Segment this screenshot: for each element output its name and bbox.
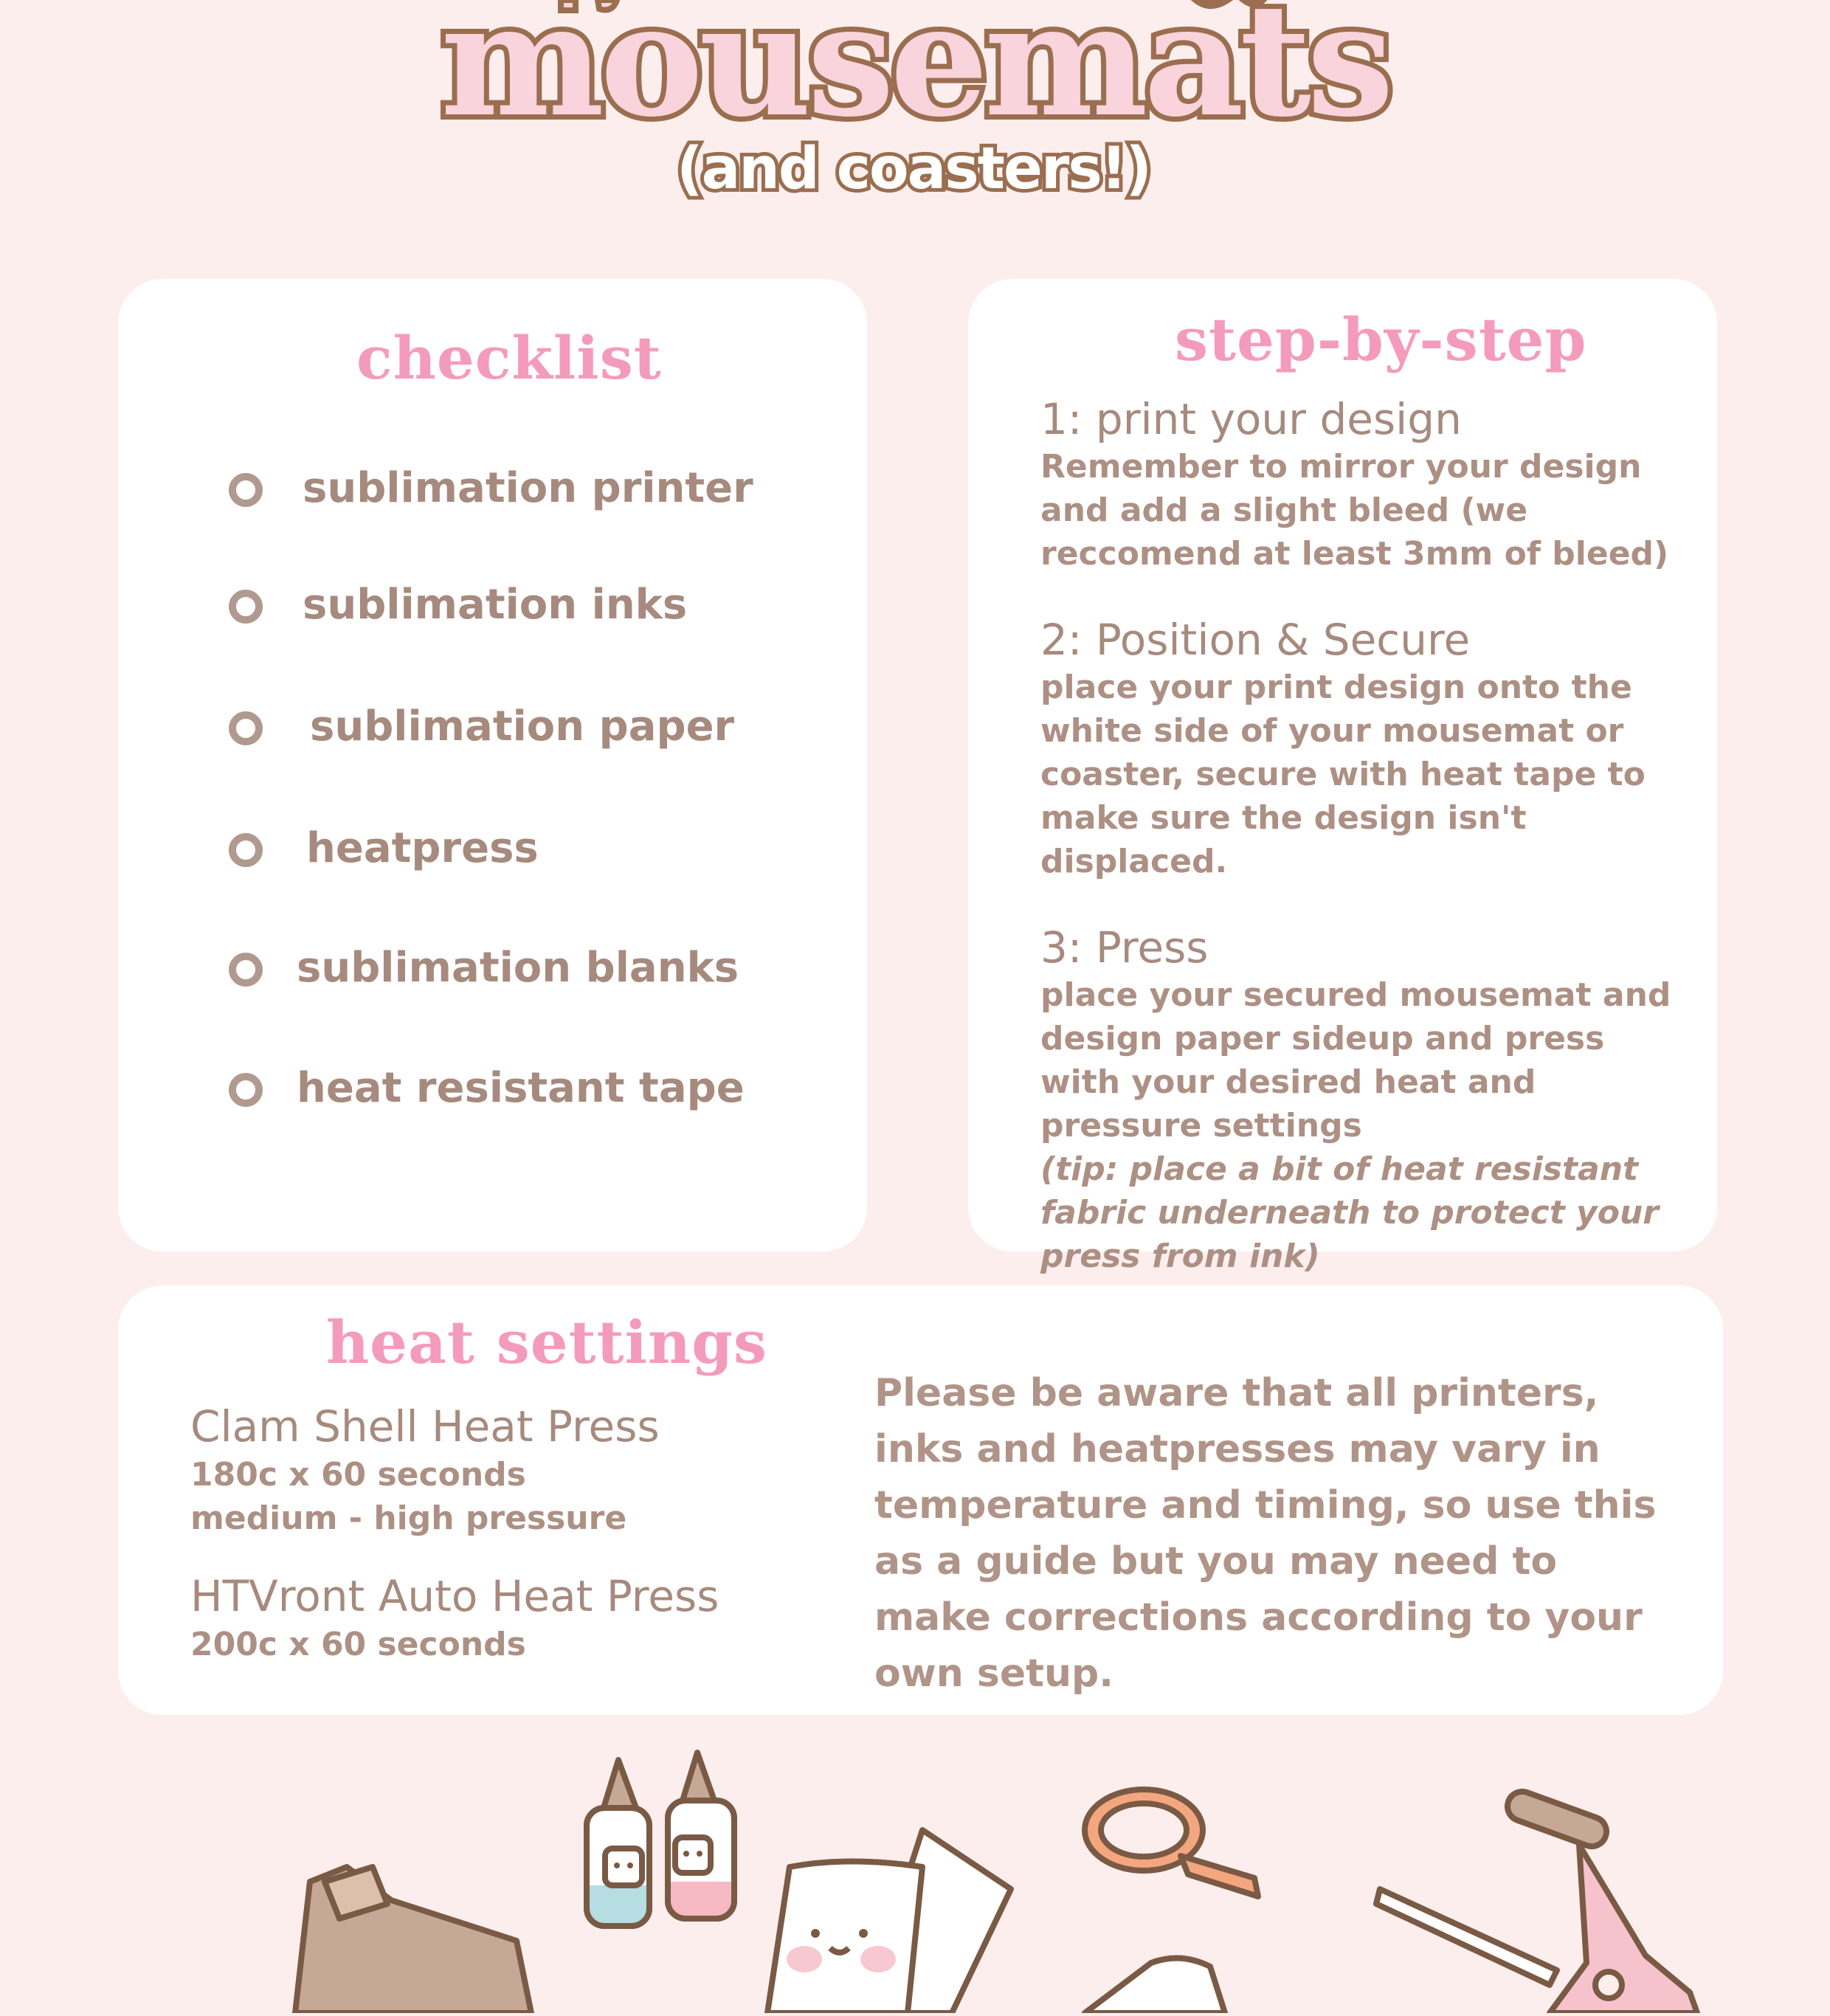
heat-settings-note: Please be aware that all printers, inks and heatpresses may vary in temperature and timing, so use this as a guide but you may need to make corrections according to your own setup. [874,1371,1657,1696]
checkbox-icon[interactable] [229,1073,263,1107]
printer-icon [295,1867,531,2013]
checkbox-icon[interactable] [229,833,263,867]
press-pressure: medium - high pressure [190,1499,627,1537]
checklist-card [118,279,867,1252]
press-time: 180c x 60 seconds [190,1456,526,1494]
illustration-strip [0,1734,1830,2013]
steps-list [1040,393,1682,1316]
checkbox-icon[interactable] [229,590,263,624]
press-name: HTVront Auto Heat Press [190,1571,719,1621]
page-title: mousemats [440,0,1390,151]
press-clam-shell [190,1400,854,1540]
step-body: place your secured mousemat and design paper sideup and press with your desired heat and pressure settings [1040,976,1671,1145]
checklist-item-label: sublimation blanks [297,944,739,992]
steps-title: step-by-step [1175,305,1587,374]
heat-settings-title: heat settings [326,1308,768,1377]
checklist-list [229,464,819,1205]
checklist-item-label: sublimation inks [303,581,688,629]
step-heading: 1: print your design [1040,394,1462,444]
press-time: 200c x 60 seconds [190,1626,526,1663]
checklist-item-label: heatpress [306,824,539,872]
header [0,0,1830,221]
supplies-illustration [0,1734,1830,2013]
checklist-title: checklist [356,323,662,393]
checkbox-icon[interactable] [229,953,263,987]
steps-card [968,279,1717,1275]
checkbox-icon[interactable] [229,473,263,507]
step-3 [1040,922,1682,1278]
heat-tape-icon [1085,1789,1258,1896]
blank-mat-icon [1085,1958,1225,2013]
ink-bottle-pink-icon [668,1753,734,1919]
step-heading: 3: Press [1040,922,1209,973]
step-2 [1040,614,1682,883]
step-body: place your print design onto the white side of your mousemat or coaster, secure with heat tape to make sure the design isn't displaced. [1040,669,1646,880]
title-graphic [0,0,1830,221]
checkbox-icon[interactable] [229,711,263,745]
checklist-item-label: sublimation paper [310,703,735,750]
ink-bottle-blue-icon [587,1760,649,1926]
press-list [190,1400,854,1666]
step-tip: (tip: place a bit of heat resistant fabric underneath to protect your press from ink) [1040,1150,1659,1275]
paper-stack-icon [767,1830,1011,2013]
checklist-item-label: heat resistant tape [297,1064,745,1112]
checklist-item-label: sublimation printer [303,464,753,512]
step-1 [1040,393,1682,576]
step-body: Remember to mirror your design and add a slight bleed (we reccomend at least 3mm of bleed) [1040,448,1669,573]
page-subtitle: (and coasters!) [677,136,1150,202]
press-htvront [190,1570,854,1666]
press-name: Clam Shell Heat Press [190,1401,660,1451]
heat-press-icon [1376,1787,1697,2013]
step-heading: 2: Position & Secure [1040,615,1471,665]
